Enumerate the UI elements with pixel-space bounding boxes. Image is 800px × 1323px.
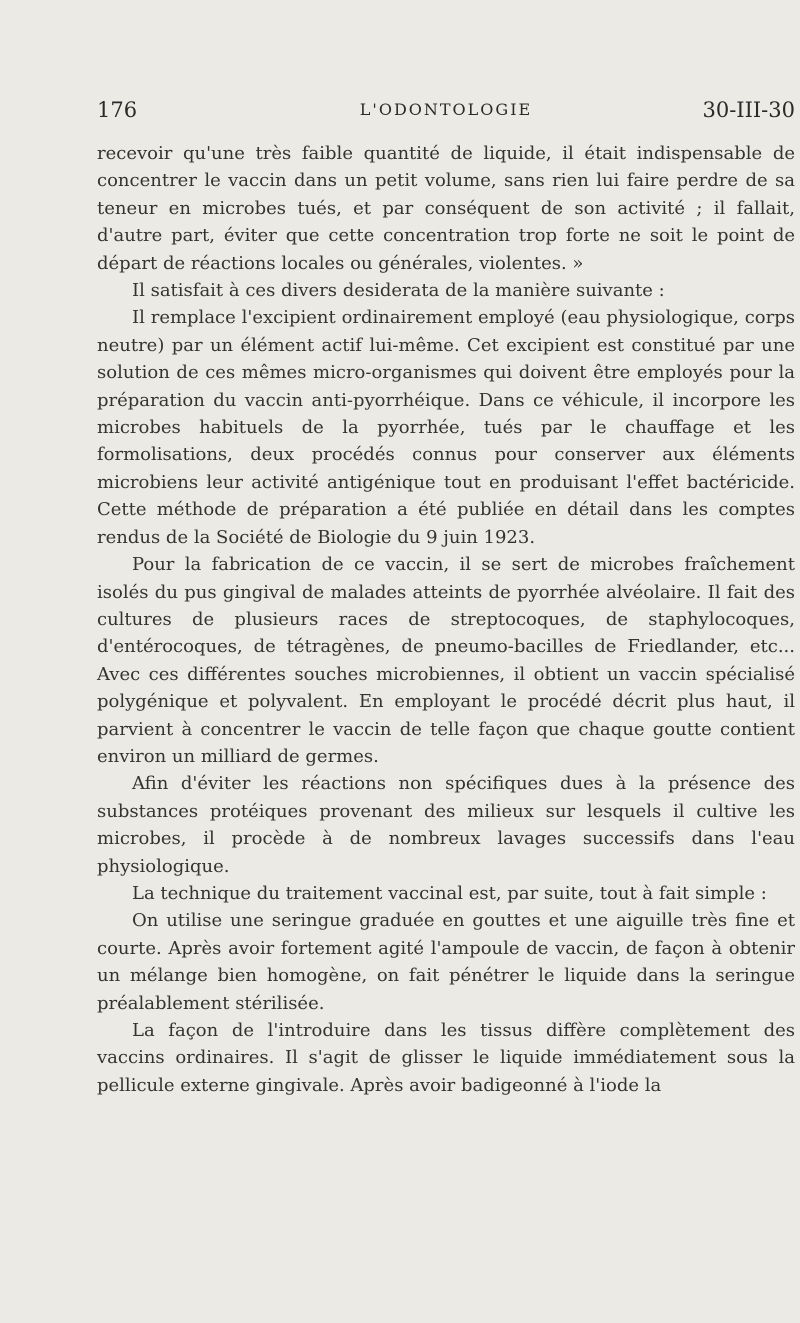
paragraph: La technique du traitement vaccinal est, par suite, tout à fait simple : bbox=[132, 882, 767, 904]
running-title: L'ODONTOLOGIE bbox=[359, 100, 533, 119]
body-text bbox=[97, 140, 795, 1099]
paragraph: On utilise une seringue graduée en gouttes et une aiguille très fine et courte. Après avoir fortement agité l'ampoule de vaccin, de façon à obtenir un mélange bien homogène, on fait pénétrer le liquide dans la seringue préalablement stérilisée. bbox=[97, 910, 795, 1014]
paragraph: Pour la fabrication de ce vaccin, il se sert de microbes fraîchement isolés du pus gingival de malades atteints de pyorrhée alvéolaire. Il fait des cultures de plusieurs races de streptocoques, de staphylocoques, d'entérocoques, de tétragènes, de pneumo-bacilles de Friedlander, etc... Avec ces différentes souches microbiennes, il obtient un vaccin spécialisé polygénique et polyvalent. En employant le procédé décrit plus haut, il parvient à concentrer le vaccin de telle façon que chaque goutte contient environ un milliard de germes. bbox=[97, 554, 795, 767]
page-number: 176 bbox=[97, 98, 138, 122]
paragraph: Il satisfait à ces divers desiderata de la manière suivante : bbox=[132, 280, 665, 302]
paragraph: Il remplace l'excipient ordinairement employé (eau physiologique, corps neutre) par un élément actif lui-même. Cet excipient est constitué par une solution de ces mêmes micro-organismes qui doivent être employés pour la préparation du vaccin anti-pyorrhéique. Dans ce véhicule, il incorpore les microbes habituels de la pyorrhée, tués par le chauffage et les formolisations, deux procédés connus pour conserver aux éléments microbiens leur activité antigénique tout en produisant l'effet bactéricide. Cette méthode de préparation a été publiée en détail dans les comptes rendus de la Société de Biologie du 9 juin 1923. bbox=[97, 307, 795, 548]
issue-date: 30-III-30 bbox=[702, 98, 795, 122]
paragraph: recevoir qu'une très faible quantité de liquide, il était indispensable de concentrer le vaccin dans un petit volume, sans rien lui faire perdre de sa teneur en microbes tués, et par conséquent de son activité ; il fallait, d'autre part, éviter que cette concentration trop forte ne soit le point de départ de réactions locales ou générales, violentes. » bbox=[97, 143, 795, 274]
page-header bbox=[97, 98, 795, 128]
paragraph: Afin d'éviter les réactions non spécifiques dues à la présence des substances protéiques provenant des milieux sur lesquels il cultive les microbes, il procède à de nombreux lavages successifs dans l'eau physiologique. bbox=[97, 773, 795, 877]
paragraph: La façon de l'introduire dans les tissus diffère complètement des vaccins ordinaires. Il s'agit de glisser le liquide immédiatement sous la pellicule externe gingivale. Après avoir badigeonné à l'iode la bbox=[97, 1020, 795, 1096]
